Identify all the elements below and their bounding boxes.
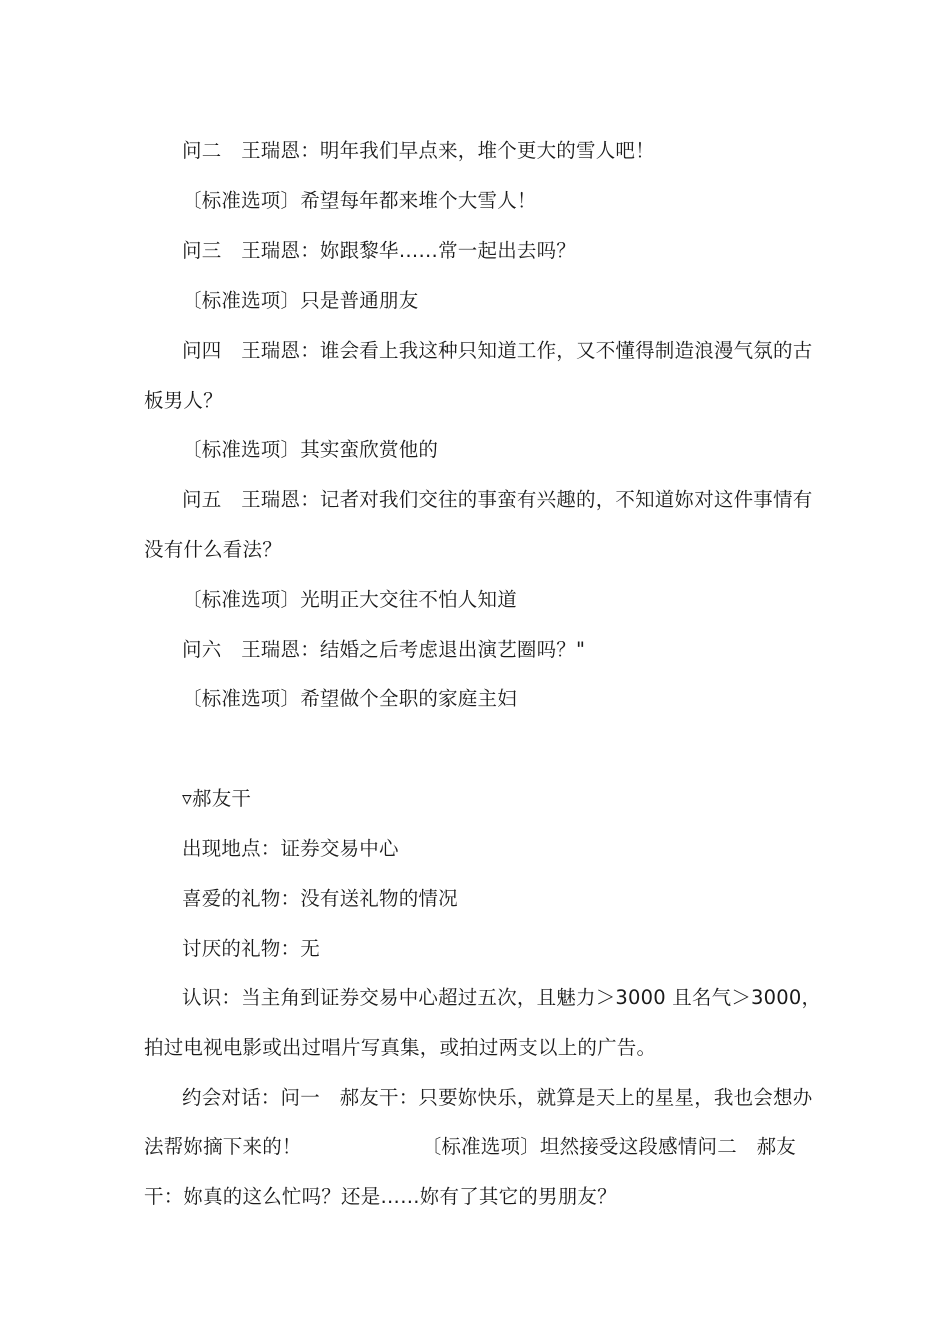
q4-line-cont: 板男人？	[144, 389, 223, 412]
meet-condition-cont: 拍过电视电影或出过唱片写真集，或拍过两支以上的广告。	[144, 1036, 657, 1059]
location-line: 出现地点：证券交易中心	[182, 837, 399, 860]
disliked-gift-line: 讨厌的礼物：无	[182, 937, 320, 960]
q2-option: 〔标准选项〕希望每年都来堆个大雪人！	[182, 189, 537, 212]
meet-condition-line: 认识：当主角到证券交易中心超过五次，且魅力＞3000 且名气＞3000，	[182, 986, 822, 1009]
q3-option: 〔标准选项〕只是普通朋友	[182, 289, 419, 312]
q3-line: 问三 王瑞恩：妳跟黎华……常一起出去吗？	[182, 239, 577, 262]
date-dialog-line: 约会对话：问一 郝友干：只要妳快乐，就算是天上的星星，我也会想办	[182, 1086, 813, 1109]
q5-line-cont: 没有什么看法？	[144, 538, 282, 561]
q6-option: 〔标准选项〕希望做个全职的家庭主妇	[182, 687, 517, 710]
date-dialog-cont: 法帮妳摘下来的！	[144, 1135, 302, 1158]
q4-line: 问四 王瑞恩：谁会看上我这种只知道工作，又不懂得制造浪漫气氛的古	[182, 339, 813, 362]
q6-line: 问六 王瑞恩：结婚之后考虑退出演艺圈吗？"	[182, 638, 586, 661]
q2-haoyougan-line: 干：妳真的这么忙吗？还是……妳有了其它的男朋友？	[144, 1185, 617, 1208]
q5-line: 问五 王瑞恩：记者对我们交往的事蛮有兴趣的，不知道妳对这件事情有	[182, 488, 813, 511]
character-heading: ▿郝友干	[182, 787, 252, 810]
q4-option: 〔标准选项〕其实蛮欣赏他的	[182, 438, 439, 461]
date-dialog-option: 〔标准选项〕坦然接受这段感情问二 郝友	[421, 1135, 796, 1158]
date-dialog-cont-row	[144, 1134, 796, 1160]
q2-line: 问二 王瑞恩：明年我们早点来，堆个更大的雪人吧！	[182, 139, 655, 162]
q5-option: 〔标准选项〕光明正大交往不怕人知道	[182, 588, 517, 611]
liked-gift-line: 喜爱的礼物：没有送礼物的情况	[182, 887, 458, 910]
